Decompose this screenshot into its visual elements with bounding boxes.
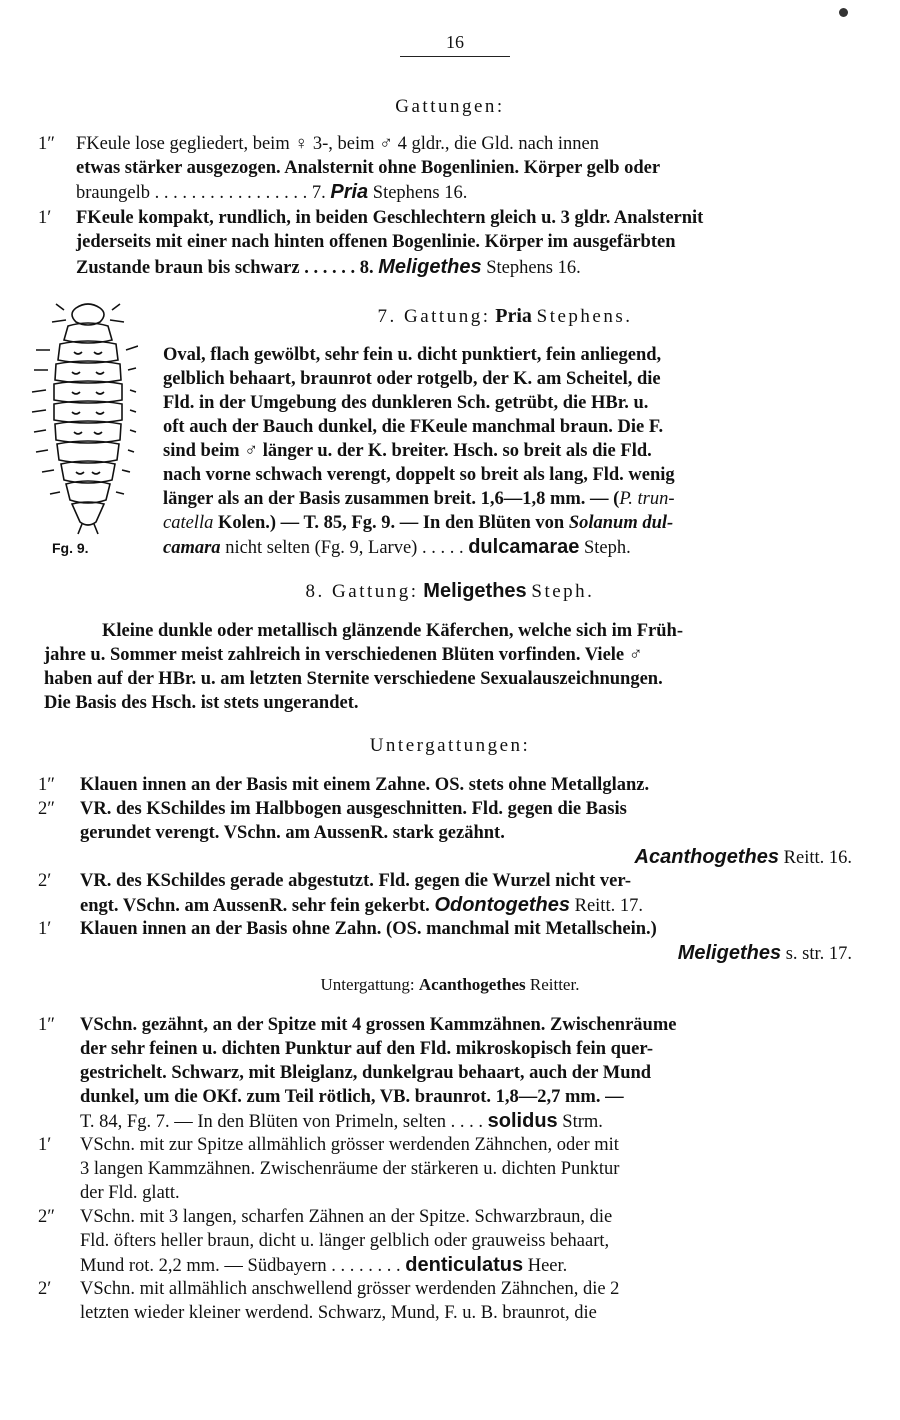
text-line: Klauen innen an der Basis ohne Zahn. (OS. manchmal mit Metallschein.) [80,919,657,939]
author: Stephens 16. [486,258,581,278]
text-span: länger als an der Basis zusammen breit. 1,6—1,8 mm. — ( [163,489,620,509]
text-line: FKeule kompakt, rundlich, in beiden Geschlechtern gleich u. 3 gldr. Analsternit [76,208,704,228]
species-name: solidus [487,1110,558,1132]
taxon-name: Odontogethes [434,894,570,916]
genus-name: Meligethes [423,580,527,602]
taxon-name: Pria [330,181,369,203]
text-line: VSchn. mit zur Spitze allmählich grösser werdenden Zähnchen, oder mit [80,1135,619,1155]
text-span: Zustande braun bis schwarz . . . . . . 8. [76,258,374,278]
taxon-name: Meligethes [677,942,782,964]
text-span: Kolen.) — T. 85, Fg. 9. — In den Blüten von [217,513,565,533]
text-line: jederseits mit einer nach hinten offenen Bogenlinie. Körper im ausgefärbten [76,232,676,252]
text-line: haben auf der HBr. u. am letzten Sternite verschiedene Sexualauszeichnungen. [44,669,663,689]
genus-name: Acanthogethes [418,975,526,994]
text-line [80,941,852,966]
heading-prefix: Untergattung: [320,975,415,994]
taxon-name: Acanthogethes [634,846,780,868]
author: Stephens 16. [372,183,468,203]
text-line: VR. des KSchildes gerade abgestutzt. Fld. gegen die Wurzel nicht ver- [80,871,632,891]
author: Reitt. 17. [574,896,643,916]
text-line [76,132,858,156]
text-line [163,535,631,560]
text-line [76,180,858,205]
text-line: Oval, flach gewölbt, sehr fein u. dicht punktiert, fein anliegend, [163,345,662,365]
text-line: VSchn. mit allmählich anschwellend grösser werdenden Zähnchen, die 2 [80,1279,620,1299]
text-span: FKeule lose gegliedert, beim ♀ 3-, beim ♂ 4 gldr., die Gld. nach innen [76,134,600,154]
heading-prefix: 7. Gattung: [377,306,491,327]
text-line [80,1253,567,1278]
text-span: Mund rot. 2,2 mm. — Südbayern . . . . . . . . [80,1256,401,1276]
heading-prefix: 8. Gattung: [305,581,419,602]
text-line: Die Basis des Hsch. ist stets ungerandet. [44,693,359,713]
ink-spot [839,8,848,17]
text-span: nicht selten (Fg. 9, Larve) . . . . . [225,538,464,558]
key-number: 1″ [38,134,55,154]
text-line [80,1109,603,1134]
text-line: Kleine dunkle oder metallisch glänzende Käferchen, welche sich im Früh- [102,621,684,641]
pria-heading [55,305,900,328]
plant-name: Solanum dul- [568,513,674,533]
species-name: denticulatus [405,1254,524,1276]
text-line [80,893,643,918]
text-line: der Fld. glatt. [80,1183,180,1203]
text-line: Fld. öfters heller braun, dicht u. länger gelblich oder grauweiss behaart, [80,1231,610,1251]
text-line: sind beim ♂ länger u. der K. breiter. Hsch. so breit als die Fld. [163,441,652,461]
author: Strm. [562,1112,603,1132]
acanthogethes-heading [0,975,900,995]
plant-name: camara [163,538,221,558]
text-line: oft auch der Bauch dunkel, die FKeule manchmal braun. Die F. [163,417,664,437]
author: Steph. [531,581,595,602]
untergattungen-heading: Untergattungen: [369,735,531,756]
key-number: 2′ [38,871,52,891]
text-line [163,511,673,535]
text-span: T. 84, Fg. 7. — In den Blüten von Primeln, selten . . . . [80,1112,484,1132]
author: s. str. 17. [785,944,852,964]
author: Reitt. 16. [783,848,852,868]
key-number: 2′ [38,1279,52,1299]
key-number: 2″ [38,799,55,819]
text-line: VR. des KSchildes im Halbbogen ausgeschnitten. Fld. gegen die Basis [80,799,627,819]
species-name: dulcamarae [468,536,580,558]
text-line [76,255,858,280]
text-line [80,845,852,870]
text-line: letzten wieder kleiner werdend. Schwarz, Mund, F. u. B. braunrot, die [80,1303,597,1323]
text-line: Klauen innen an der Basis mit einem Zahne. OS. stets ohne Metallglanz. [80,775,650,795]
text-line [163,487,675,511]
text-line: jahre u. Sommer meist zahlreich in verschiedenen Blüten vorfinden. Viele ♂ [44,645,643,665]
figure-caption: Fg. 9. [52,540,89,556]
taxon-name: Meligethes [378,256,482,278]
key-number: 1″ [38,775,55,795]
text-line: Fld. in der Umgebung des dunkleren Sch. getrübt, die HBr. u. [163,393,649,413]
text-line: etwas stärker ausgezogen. Analsternit ohne Bogenlinien. Körper gelb oder [76,158,661,178]
text-span: engt. VSchn. am AussenR. sehr fein gekerbt. [80,896,430,916]
author: Steph. [584,538,631,558]
author: Heer. [527,1256,568,1276]
synonym: catella [163,513,214,533]
page-number: 16 [400,32,510,57]
text-line: nach vorne schwach verengt, doppelt so breit als lang, Fld. wenig [163,465,675,485]
key-number: 1′ [38,208,52,228]
text-line: VSchn. mit 3 langen, scharfen Zähnen an der Spitze. Schwarzbraun, die [80,1207,613,1227]
larva-figure [28,300,138,540]
text-line: dunkel, um die OKf. zum Teil rötlich, VB. braunrot. 1,8—2,7 mm. — [80,1087,624,1107]
meligethes-heading [0,580,900,603]
key-number: 1″ [38,1015,55,1035]
key-number: 1′ [38,1135,52,1155]
key-number: 2″ [38,1207,55,1227]
text-line: 3 langen Kammzähnen. Zwischenräume der stärkeren u. dichten Punktur [80,1159,620,1179]
key-number: 1′ [38,919,52,939]
text-span: braungelb . . . . . . . . . . . . . . . . . 7. [76,183,326,203]
text-line: VSchn. gezähnt, an der Spitze mit 4 grossen Kammzähnen. Zwischenräume [80,1015,677,1035]
text-line: der sehr feinen u. dichten Punktur auf den Fld. mikroskopisch fein quer- [80,1039,654,1059]
genus-name: Pria [495,305,532,327]
text-line: gerundet verengt. VSchn. am AussenR. stark gezähnt. [80,823,505,843]
text-line: gestrichelt. Schwarz, mit Bleiglanz, dunkelgrau behaart, auch der Mund [80,1063,652,1083]
author: Stephens. [536,306,633,327]
author: Reitter. [529,975,580,994]
synonym: P. trun- [619,489,675,509]
text-line: gelblich behaart, braunrot oder rotgelb, der K. am Scheitel, die [163,369,661,389]
gattungen-heading: Gattungen: [395,96,505,117]
